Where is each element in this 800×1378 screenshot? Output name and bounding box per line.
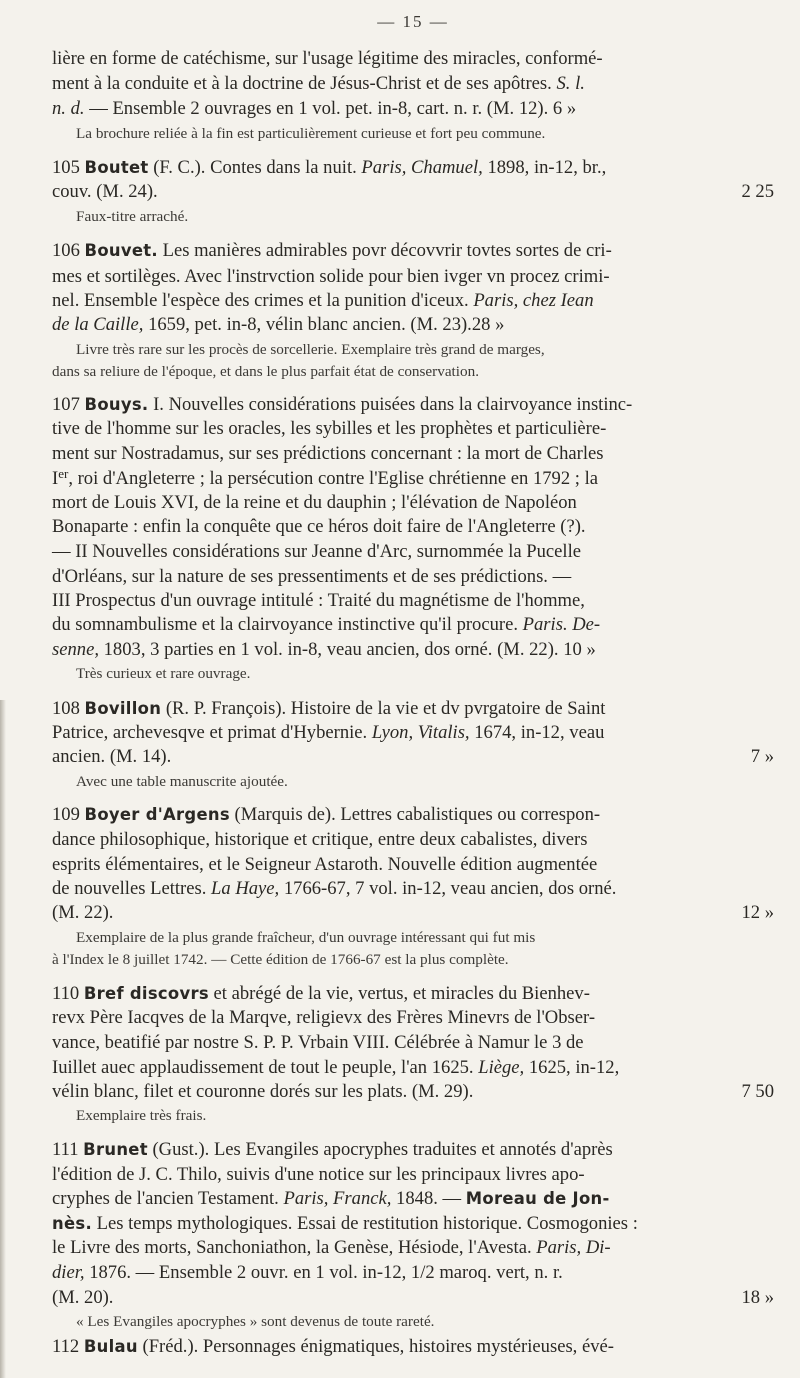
- entry-line: ment à la conduite et à la doctrine de Jésus-Christ et de ses apôtres. S. l.: [52, 73, 585, 94]
- entry-line: [52, 748, 774, 767]
- entry-line: mes et sortilèges. Avec l'instrvction solide pour bien ivger vn procez crimi-: [52, 266, 610, 287]
- entry-line: tive de l'homme sur les oracles, les sybilles et les prophètes et particulière-: [52, 418, 607, 439]
- superscript: er: [58, 466, 69, 481]
- entry-line: mort de Louis XVI, de la reine et du dauphin ; l'élévation de Napoléon: [52, 492, 577, 513]
- entry-note: à l'Index le 8 juillet 1742. — Cette édition de 1766-67 est la plus complète.: [52, 951, 509, 968]
- lot-number: 111: [52, 1139, 79, 1160]
- entry-line: dier, 1876. — Ensemble 2 ouvr. en 1 vol. in-12, 1/2 maroq. vert, n. r.: [52, 1262, 563, 1283]
- page-number: — 15 —: [377, 12, 449, 31]
- imprint-italic: La Haye,: [211, 878, 280, 899]
- entry-line: [52, 1083, 774, 1102]
- imprint-italic: Paris, Franck,: [283, 1188, 392, 1209]
- price: 18 »: [741, 1287, 774, 1308]
- author-name: nès.: [52, 1214, 92, 1233]
- entry-note: Avec une table manuscrite ajoutée.: [76, 773, 288, 790]
- lot-number: 110: [52, 983, 80, 1004]
- entry-text: ancien. (M. 14).: [52, 746, 172, 767]
- lot-number: 108: [52, 698, 80, 719]
- entry-text: couv. (M. 24).: [52, 181, 158, 202]
- entry-text: vélin blanc, filet et couronne dorés sur les plats. (M. 29).: [52, 1081, 474, 1102]
- entry-line: 107 Bouys. I. Nouvelles considérations puisées dans la clairvoyance instinc-: [52, 394, 633, 415]
- entry-line: nès. Les temps mythologiques. Essai de restitution historique. Cosmogonies :: [52, 1213, 638, 1234]
- imprint-italic: senne,: [52, 639, 99, 660]
- lot-number: 109: [52, 804, 80, 825]
- entry-line: vance, beatifié par nostre S. P. P. Vrbain VIII. Célébrée à Namur le 3 de: [52, 1032, 584, 1053]
- entry-line: [52, 1289, 774, 1308]
- entry-line: de nouvelles Lettres. La Haye, 1766-67, 7 vol. in-12, veau ancien, dos orné.: [52, 878, 617, 899]
- author-name: Moreau de Jon-: [465, 1189, 610, 1208]
- entry-line: dance philosophique, historique et critique, entre deux cabalistes, divers: [52, 829, 588, 850]
- imprint-italic: dier,: [52, 1262, 85, 1283]
- imprint-italic: S. l.: [556, 73, 585, 94]
- entry-line: [52, 183, 774, 202]
- entry-line: — II Nouvelles considérations sur Jeanne d'Arc, surnommée la Pucelle: [52, 541, 581, 562]
- author-name: Bref discovrs: [83, 984, 209, 1003]
- entry-line: Bonaparte : enfin la conquête que ce héros doit faire de l'Angleterre (?).: [52, 516, 586, 537]
- lot-number: 112: [52, 1336, 80, 1357]
- author-name: Bovillon: [84, 699, 162, 718]
- entry-line: 106 Bouvet. Les manières admirables povr décovvrir tovtes sortes de cri-: [52, 240, 612, 261]
- author-name: Bulau: [83, 1337, 138, 1356]
- entry-line: le Livre des morts, Sanchoniathon, la Genèse, Hésiode, l'Avesta. Paris, Di-: [52, 1237, 611, 1258]
- entry-line: Patrice, archevesqve et primat d'Hybernie. Lyon, Vitalis, 1674, in-12, veau: [52, 722, 605, 743]
- entry-line: 105 Boutet (F. C.). Contes dans la nuit. Paris, Chamuel, 1898, in-12, br.,: [52, 157, 607, 178]
- author-name: Boutet: [84, 158, 149, 177]
- author-name: Brunet: [83, 1140, 148, 1159]
- entry-line: 112 Bulau (Fréd.). Personnages énigmatiques, histoires mystérieuses, évé-: [52, 1336, 614, 1357]
- entry-line: 108 Bovillon (R. P. François). Histoire de la vie et dv pvrgatoire de Saint: [52, 698, 606, 719]
- entry-text: (M. 20).: [52, 1287, 114, 1308]
- entry-note: Livre très rare sur les procès de sorcellerie. Exemplaire très grand de marges,: [76, 341, 545, 358]
- entry-note: Exemplaire de la plus grande fraîcheur, d'un ouvrage intéressant qui fut mis: [76, 929, 536, 946]
- entry-line: III Prospectus d'un ouvrage intitulé : Traité du magnétisme de l'homme,: [52, 590, 585, 611]
- entry-note: Exemplaire très frais.: [76, 1107, 207, 1124]
- price: 12 »: [741, 902, 774, 923]
- imprint-italic: Paris, Di-: [536, 1237, 611, 1258]
- entry-line: n. d. — Ensemble 2 ouvrages en 1 vol. pet. in-8, cart. n. r. (M. 12). 6 »: [52, 98, 577, 119]
- imprint-italic: Lyon, Vitalis,: [371, 722, 470, 743]
- lot-number: 106: [52, 240, 80, 261]
- entry-note: « Les Evangiles apocryphes » sont devenus de toute rareté.: [76, 1313, 435, 1330]
- entry-line: du somnambulisme et la clairvoyance instinctive qu'il procure. Paris. De-: [52, 614, 601, 635]
- entry-line: revx Père Iacqves de la Marqve, religievx des Frères Minevrs de l'Obser-: [52, 1007, 596, 1028]
- entry-note: La brochure reliée à la fin est particulièrement curieuse et fort peu commune.: [76, 125, 546, 142]
- entry-line: 111 Brunet (Gust.). Les Evangiles apocryphes traduites et annotés d'après: [52, 1139, 613, 1160]
- entry-line: 110 Bref discovrs et abrégé de la vie, vertus, et miracles du Bienhev-: [52, 983, 590, 1004]
- entry-line: Iuillet auec applaudissement de tout le peuple, l'an 1625. Liège, 1625, in-12,: [52, 1057, 620, 1078]
- entry-line: 109 Boyer d'Argens (Marquis de). Lettres cabalistiques ou correspon-: [52, 804, 601, 825]
- entry-line: ment sur Nostradamus, sur ses prédictions concernant : la mort de Charles: [52, 443, 604, 464]
- imprint-italic: Paris, chez Iean: [473, 290, 594, 311]
- entry-line: Ier, roi d'Angleterre ; la persécution contre l'Eglise chrétienne en 1792 ; la: [52, 466, 599, 489]
- entry-line: lière en forme de catéchisme, sur l'usage légitime des miracles, conformé-: [52, 48, 603, 69]
- imprint-italic: n. d.: [52, 98, 85, 119]
- lot-number: 107: [52, 394, 80, 415]
- entry-note: dans sa reliure de l'époque, et dans le plus parfait état de conservation.: [52, 363, 479, 380]
- entry-line: nel. Ensemble l'espèce des crimes et la punition d'iceux. Paris, chez Iean: [52, 290, 594, 311]
- price: 2 25: [741, 181, 774, 202]
- lot-number: 105: [52, 157, 80, 178]
- price: 7 »: [750, 746, 774, 767]
- entry-line: de la Caille, 1659, pet. in-8, vélin blanc ancien. (M. 23).28 »: [52, 314, 505, 335]
- scan-binding-shadow: [0, 700, 6, 1378]
- imprint-italic: Paris, Chamuel,: [361, 157, 483, 178]
- price: 7 50: [741, 1081, 774, 1102]
- entry-line: l'édition de J. C. Thilo, suivis d'une notice sur les principaux livres apo-: [52, 1164, 585, 1185]
- author-name: Bouvet.: [84, 241, 158, 260]
- entry-text: (M. 22).: [52, 902, 114, 923]
- imprint-italic: de la Caille,: [52, 314, 144, 335]
- entry-line: d'Orléans, sur la nature de ses pressentiments et de ses prédictions. —: [52, 566, 572, 587]
- imprint-italic: Paris. De-: [522, 614, 601, 635]
- entry-note: Faux-titre arraché.: [76, 208, 189, 225]
- entry-line: cryphes de l'ancien Testament. Paris, Franck, 1848. — Moreau de Jon-: [52, 1188, 610, 1209]
- entry-line: [52, 904, 774, 923]
- entry-line: senne, 1803, 3 parties en 1 vol. in-8, veau ancien, dos orné. (M. 22). 10 »: [52, 639, 596, 660]
- author-name: Boyer d'Argens: [84, 805, 230, 824]
- entry-note: Très curieux et rare ouvrage.: [76, 665, 251, 682]
- entry-line: esprits élémentaires, et le Seigneur Astaroth. Nouvelle édition augmentée: [52, 854, 598, 875]
- imprint-italic: Liège,: [478, 1057, 525, 1078]
- author-name: Bouys.: [84, 395, 149, 414]
